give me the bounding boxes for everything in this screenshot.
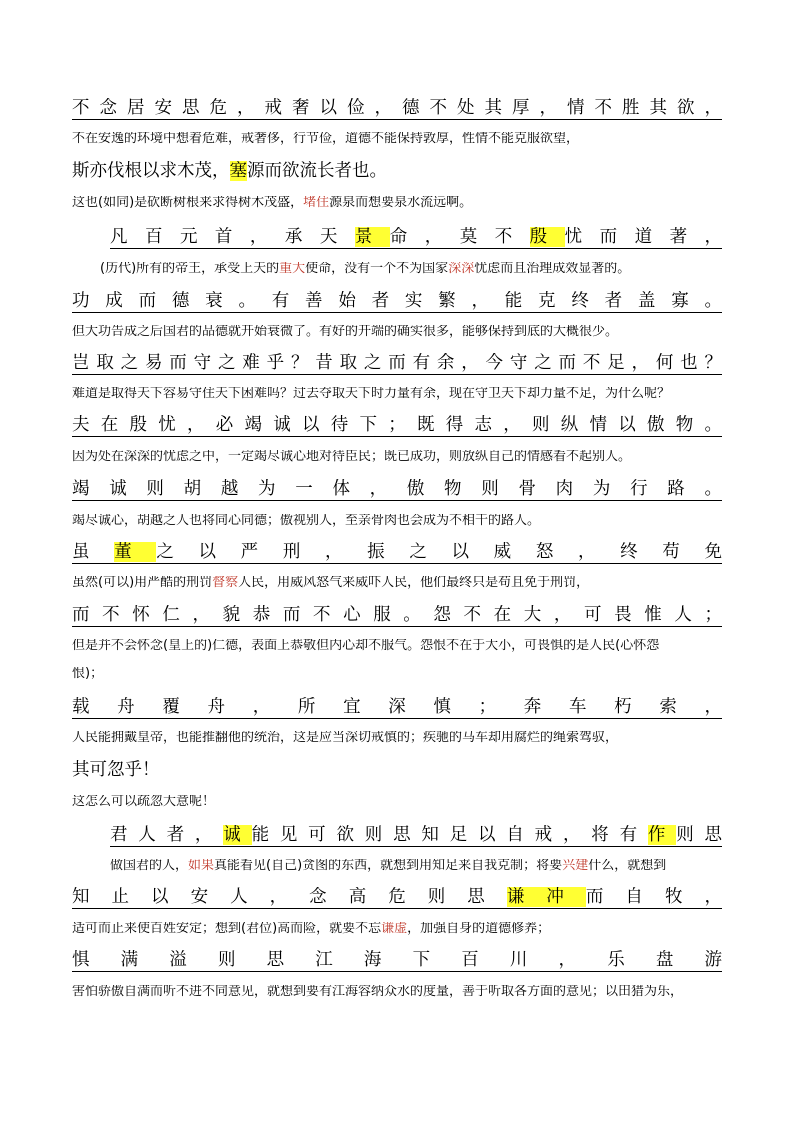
text-segment: 不念居安思危，戒奢以俭，德不处其厚，情不胜其欲，: [72, 98, 722, 118]
text-segment: 君人者，: [110, 825, 224, 845]
translation-line: [72, 132, 722, 147]
translation-line: [72, 639, 722, 654]
highlighted-word: 作: [647, 825, 677, 845]
original-text-line: [72, 353, 722, 375]
original-text-line: [72, 760, 722, 781]
text-segment: 难道是取得天下容易守住天下困难吗？过去夺取天下时力量有余，现在守卫天下却力量不足，为什么呢？: [72, 387, 671, 401]
text-segment: 因为处在深深的忧虑之中，一定竭尽诚心地对待臣民；既已成功，则放纵自己的情感看不起别人。: [72, 450, 632, 464]
emphasized-word: 督察: [212, 576, 239, 590]
translation-line: [72, 325, 722, 340]
original-text-line: [72, 887, 722, 909]
original-text-line: [72, 542, 722, 564]
translation-line: [72, 731, 722, 746]
text-segment: 知止以安人，念高危则思: [72, 887, 507, 907]
text-segment: 命，莫不: [389, 227, 530, 247]
text-segment: 使命，没有一个不为国家: [305, 262, 449, 276]
text-segment: 凡百元首，承天: [110, 227, 355, 247]
original-text-line: [72, 479, 722, 501]
text-segment: 虽然(可以)用严酷的刑罚: [72, 576, 213, 590]
translation-line: [72, 795, 722, 810]
translation-line: [72, 985, 722, 1000]
highlighted-word: 景: [354, 227, 390, 247]
original-text-line: [110, 227, 722, 249]
text-segment: 功成而德衰。有善始者实繁，能克终者盖寡。: [72, 291, 722, 311]
text-segment: 适可而止来使百姓安定；想到(君位)高而险，就要不忘: [72, 922, 382, 936]
text-segment: 恨)；: [72, 667, 104, 681]
text-segment: 但是并不会怀念(皇上的)仁德，表面上恭敬但内心却不服气。怨恨不在于大小，可畏惧的是人民(心怀怨: [72, 639, 660, 653]
translation-line: [72, 514, 722, 529]
text-segment: 而不怀仁，貌恭而不心服。怨不在大，可畏惟人；: [72, 605, 722, 625]
text-segment: ，加强自身的道德修养；: [407, 922, 551, 936]
text-segment: 斯亦伐根以求木茂，: [72, 161, 230, 181]
emphasized-word: 谦虚: [381, 922, 408, 936]
text-segment: 源而欲流长者也。: [247, 161, 387, 181]
translation-line: [72, 196, 722, 211]
original-text-line: [110, 825, 722, 847]
emphasized-word: 重大: [279, 262, 306, 276]
text-segment: 不在安逸的环境中想着危难，戒奢侈，行节俭，道德不能保持敦厚，性情不能克服欲望，: [72, 132, 580, 146]
highlighted-word: 诚: [223, 825, 252, 845]
text-segment: 源泉而想要泉水流远啊。: [329, 196, 473, 210]
highlighted-word: 塞: [229, 161, 247, 181]
text-segment: 真能看见(自己)贪图的东西，就想到用知足来自我克制；将要: [214, 859, 563, 873]
translation-line: [100, 262, 722, 277]
translation-line: [72, 387, 722, 402]
translation-line: [72, 922, 722, 937]
original-text-line: [72, 950, 722, 972]
text-segment: 其可忽乎！: [72, 760, 160, 780]
text-segment: 虽: [72, 542, 115, 562]
text-segment: 忧而道著，: [564, 227, 722, 247]
text-segment: 而自牧，: [585, 887, 722, 907]
text-segment: 这怎么可以疏忽大意呢！: [72, 795, 216, 809]
text-segment: 这也(如同)是砍断树根来求得树木茂盛，: [72, 196, 304, 210]
text-segment: 做国君的人，: [110, 859, 189, 873]
original-text-line: [72, 161, 722, 182]
text-segment: 载舟覆舟，所宜深慎；奔车朽索，: [72, 697, 722, 717]
text-segment: 害怕骄傲自满而听不进不同意见，就想到要有江海容纳众水的度量，善于听取各方面的意见；以田猎为乐，: [72, 985, 684, 999]
highlighted-word: 殷: [529, 227, 565, 247]
text-segment: 人民，用威风怒气来威吓人民，他们最终只是苟且免于刑罚，: [238, 576, 590, 590]
text-segment: (历代)所有的帝王，承受上天的: [100, 262, 280, 276]
emphasized-word: 如果: [188, 859, 215, 873]
text-segment: 能见可欲则思知足以自戒，将有: [251, 825, 648, 845]
translation-line: [72, 576, 722, 591]
original-text-line: [72, 415, 722, 437]
original-text-line: [72, 291, 722, 313]
text-segment: 但大功告成之后国君的品德就开始衰微了。有好的开端的确实很多，能够保持到底的大概很少。: [72, 325, 619, 339]
text-segment: 竭诚则胡越为一体，傲物则骨肉为行路。: [72, 479, 722, 499]
text-segment: 惧满溢则思江海下百川，乐盘游: [72, 950, 722, 970]
emphasized-word: 深深: [448, 262, 475, 276]
emphasized-word: 堵住: [303, 196, 330, 210]
original-text-line: [72, 98, 722, 120]
translation-line: [110, 859, 722, 874]
translation-line: [72, 450, 722, 465]
text-segment: 人民能拥戴皇帝，也能推翻他的统治，这是应当深切戒慎的；疾驰的马车却用腐烂的绳索驾驭，: [72, 731, 619, 745]
text-segment: 忧虑而且治理成效显著的。: [474, 262, 631, 276]
text-segment: 岂取之易而守之难乎？昔取之而有余，今守之而不足，何也？: [72, 353, 722, 373]
text-segment: 竭尽诚心，胡越之人也将同心同德；傲视别人，至亲骨肉也会成为不相干的路人。: [72, 514, 541, 528]
translation-line: [72, 667, 722, 682]
text-segment: 则思: [676, 825, 722, 845]
emphasized-word: 兴建: [562, 859, 589, 873]
text-segment: 夫在殷忧，必竭诚以待下；既得志，则纵情以傲物。: [72, 415, 722, 435]
highlighted-word: 董: [114, 542, 157, 562]
original-text-line: [72, 697, 722, 719]
highlighted-word: 谦冲: [506, 887, 586, 907]
original-text-line: [72, 605, 722, 627]
text-segment: 之以严刑，振之以威怒，终苟免: [156, 542, 722, 562]
text-segment: 什么，就想到: [588, 859, 667, 873]
